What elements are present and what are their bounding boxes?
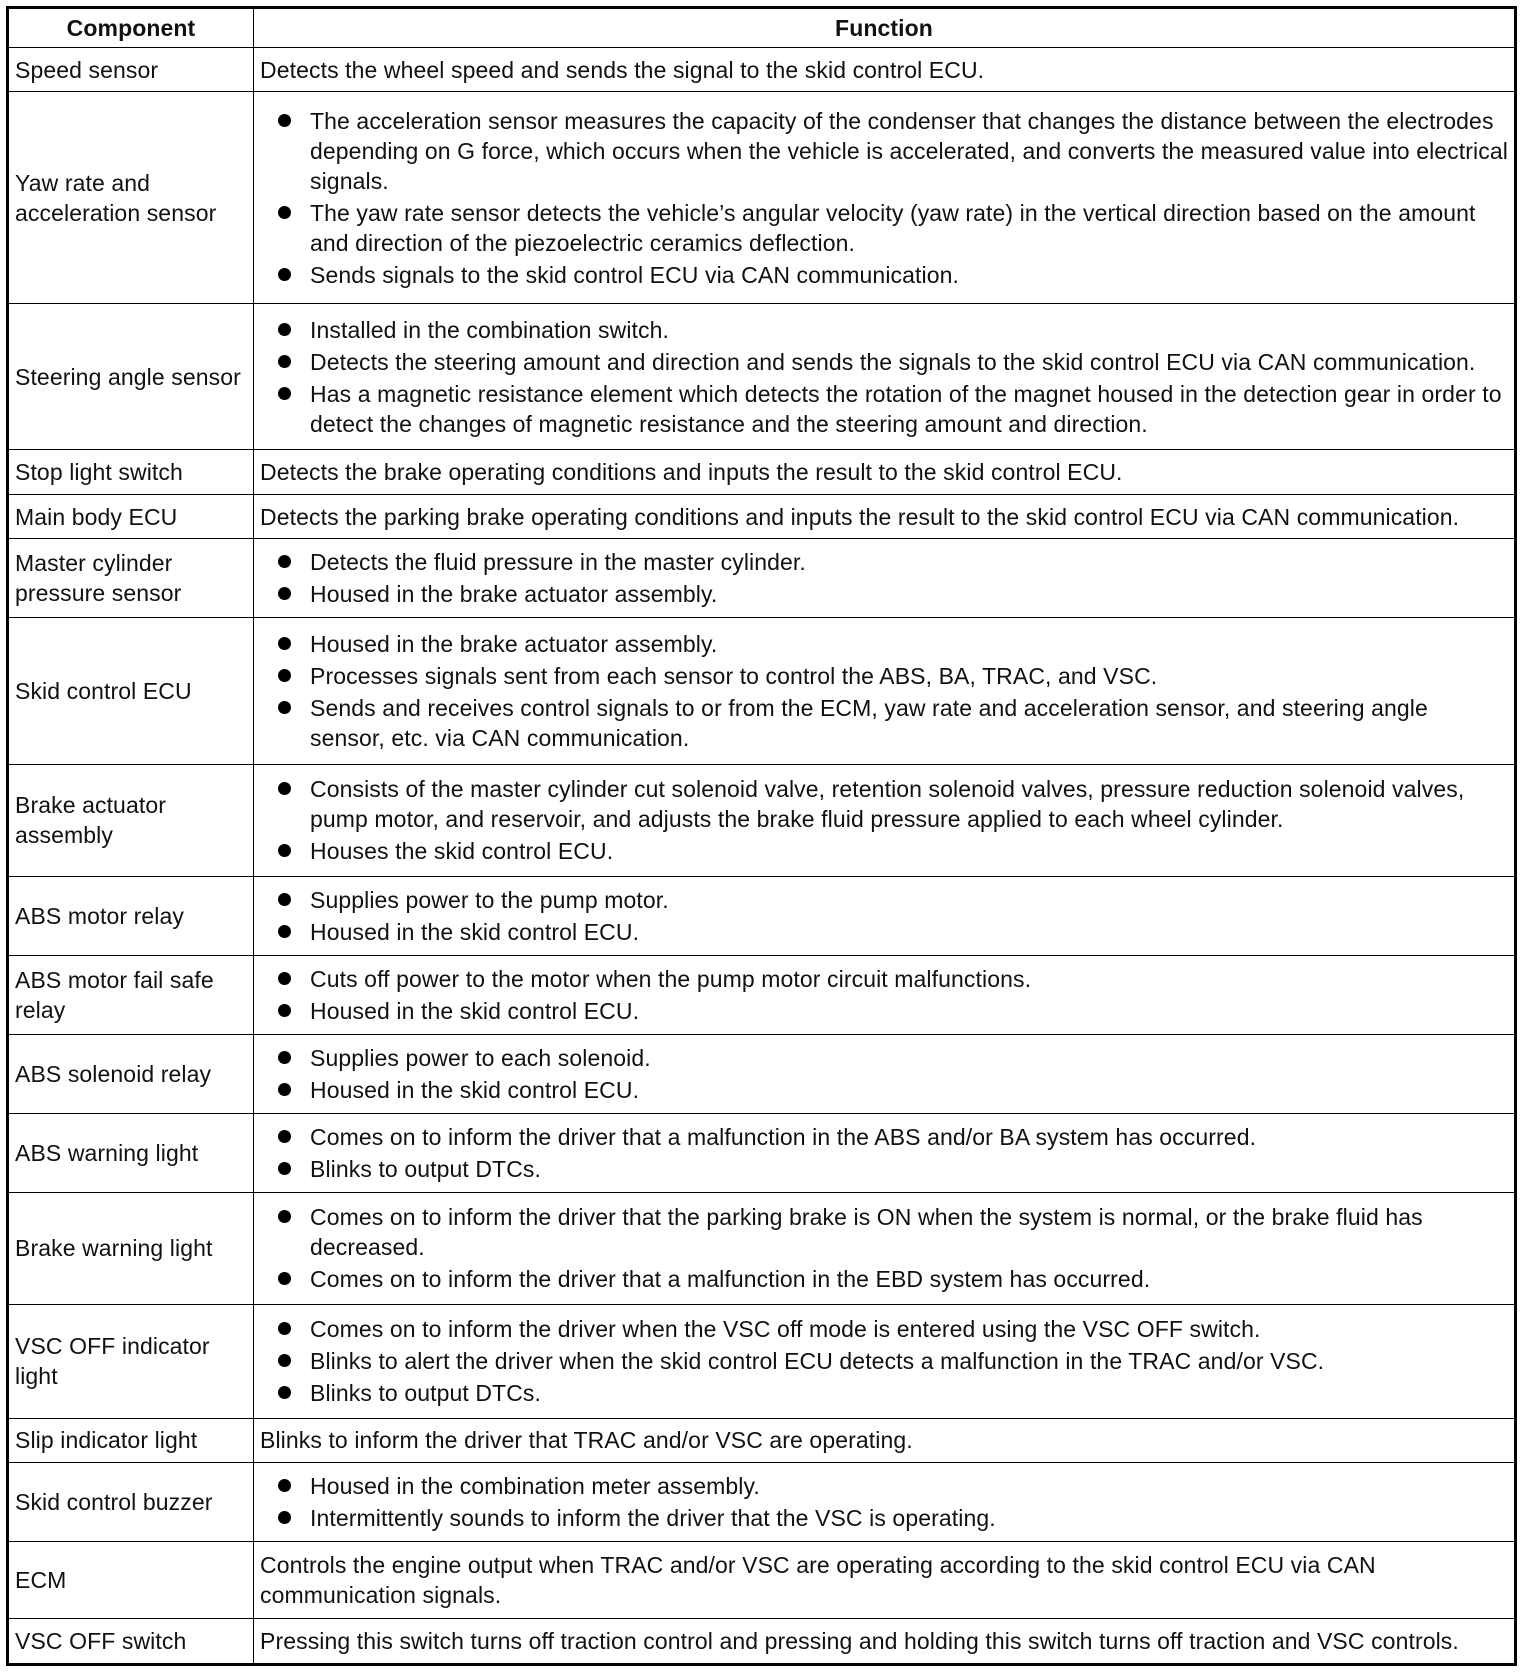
function-bullet-text: Comes on to inform the driver that a malfunction in the EBD system has occurred.: [310, 1266, 1151, 1293]
function-description-cell: [254, 1304, 1516, 1418]
function-description-cell: [254, 1463, 1516, 1542]
component-name-cell: ABS motor fail safe relay: [8, 955, 254, 1034]
document-page: [6, 6, 1514, 1666]
function-bullet-text: Houses the skid control ECU.: [310, 838, 614, 865]
function-description-cell: [254, 764, 1516, 876]
function-bullet-list: [260, 547, 1508, 609]
bullet-dot-icon: [278, 669, 291, 682]
bullet-dot-icon: [278, 925, 291, 938]
component-name-cell: VSC OFF indicator light: [8, 1304, 254, 1418]
function-bullet-text: Housed in the combination meter assembly.: [310, 1473, 760, 1500]
component-name-cell: Brake warning light: [8, 1193, 254, 1305]
function-bullet-list: [260, 1202, 1508, 1294]
function-bullet-item: [260, 1075, 1508, 1105]
table-row: [8, 1193, 1516, 1305]
table-row: [8, 1304, 1516, 1418]
bullet-dot-icon: [278, 1083, 291, 1096]
column-header-function: Function: [254, 8, 1516, 48]
bullet-dot-icon: [278, 323, 291, 336]
function-bullet-item: [260, 379, 1508, 439]
component-name-cell: Slip indicator light: [8, 1418, 254, 1462]
function-bullet-item: [260, 1503, 1508, 1533]
function-bullet-text: Detects the steering amount and direction and sends the signals to the skid control ECU via CAN communication.: [310, 348, 1476, 375]
table-header-row: [8, 8, 1516, 48]
function-bullet-item: [260, 836, 1508, 866]
function-bullet-list: [260, 964, 1508, 1026]
table-row: [8, 1542, 1516, 1619]
function-bullet-list: [260, 629, 1508, 753]
bullet-dot-icon: [278, 637, 291, 650]
function-bullet-item: [260, 315, 1508, 345]
bullet-dot-icon: [278, 555, 291, 568]
function-bullet-text: Comes on to inform the driver that the parking brake is ON when the system is normal, or the brake fluid has decreased.: [310, 1204, 1423, 1261]
function-bullet-text: Blinks to alert the driver when the skid control ECU detects a malfunction in the TRAC and/or VSC.: [310, 1348, 1325, 1375]
function-bullet-text: The yaw rate sensor detects the vehicle’s angular velocity (yaw rate) in the vertical direction based on the amount and direction of the piezoelectric ceramics deflection.: [310, 199, 1476, 256]
bullet-dot-icon: [278, 268, 291, 281]
function-bullet-item: [260, 1264, 1508, 1294]
function-description-cell: [254, 1193, 1516, 1305]
function-description-cell: Blinks to inform the driver that TRAC and/or VSC are operating.: [254, 1418, 1516, 1462]
function-bullet-item: [260, 1202, 1508, 1262]
bullet-dot-icon: [278, 893, 291, 906]
function-bullet-item: [260, 579, 1508, 609]
function-bullet-text: Supplies power to each solenoid.: [310, 1044, 651, 1071]
function-bullet-item: [260, 1346, 1508, 1376]
function-bullet-item: [260, 693, 1508, 753]
bullet-dot-icon: [278, 387, 291, 400]
component-name-cell: Yaw rate and acceleration sensor: [8, 92, 254, 303]
column-header-component: Component: [8, 8, 254, 48]
function-description-cell: [254, 1113, 1516, 1192]
function-description-cell: [254, 539, 1516, 618]
function-bullet-text: Blinks to output DTCs.: [310, 1156, 542, 1183]
function-description-cell: [254, 303, 1516, 449]
component-name-cell: ABS motor relay: [8, 876, 254, 955]
bullet-dot-icon: [278, 1386, 291, 1399]
component-name-cell: ABS warning light: [8, 1113, 254, 1192]
bullet-dot-icon: [278, 1511, 291, 1524]
function-bullet-text: Processes signals sent from each sensor to control the ABS, BA, TRAC, and VSC.: [310, 663, 1158, 690]
function-bullet-text: Intermittently sounds to inform the driver that the VSC is operating.: [310, 1505, 996, 1532]
table-row: [8, 1418, 1516, 1462]
function-bullet-item: [260, 1122, 1508, 1152]
component-name-cell: Speed sensor: [8, 48, 254, 92]
table-row: [8, 450, 1516, 494]
table-row: [8, 92, 1516, 303]
bullet-dot-icon: [278, 1272, 291, 1285]
bullet-dot-icon: [278, 587, 291, 600]
function-bullet-text: Housed in the brake actuator assembly.: [310, 581, 718, 608]
function-bullet-list: [260, 106, 1508, 290]
function-bullet-item: [260, 1378, 1508, 1408]
table-row: [8, 539, 1516, 618]
component-name-cell: Skid control buzzer: [8, 1463, 254, 1542]
function-bullet-item: [260, 996, 1508, 1026]
bullet-dot-icon: [278, 1162, 291, 1175]
function-bullet-text: Housed in the skid control ECU.: [310, 918, 640, 945]
table-row: [8, 48, 1516, 92]
bullet-dot-icon: [278, 701, 291, 714]
table-row: [8, 618, 1516, 764]
function-bullet-item: [260, 347, 1508, 377]
bullet-dot-icon: [278, 1354, 291, 1367]
bullet-dot-icon: [278, 782, 291, 795]
component-name-cell: Master cylinder pressure sensor: [8, 539, 254, 618]
component-name-cell: Skid control ECU: [8, 618, 254, 764]
function-bullet-item: [260, 106, 1508, 196]
function-bullet-list: [260, 1043, 1508, 1105]
component-name-cell: Main body ECU: [8, 494, 254, 538]
component-name-cell: VSC OFF switch: [8, 1619, 254, 1665]
function-bullet-item: [260, 629, 1508, 659]
table-row: [8, 494, 1516, 538]
function-bullet-text: The acceleration sensor measures the capacity of the condenser that changes the distance between the electrodes depending on G force, which occurs when the vehicle is accelerated, and converts the measured value into electrical signals.: [310, 107, 1508, 194]
component-name-cell: Steering angle sensor: [8, 303, 254, 449]
function-bullet-list: [260, 1314, 1508, 1408]
component-name-cell: Stop light switch: [8, 450, 254, 494]
function-bullet-text: Housed in the brake actuator assembly.: [310, 631, 718, 658]
bullet-dot-icon: [278, 1051, 291, 1064]
function-bullet-item: [260, 547, 1508, 577]
bullet-dot-icon: [278, 1130, 291, 1143]
function-description-cell: [254, 618, 1516, 764]
function-bullet-text: Supplies power to the pump motor.: [310, 886, 669, 913]
function-bullet-text: Installed in the combination switch.: [310, 316, 670, 343]
function-description-cell: [254, 92, 1516, 303]
table-row: [8, 955, 1516, 1034]
function-description-cell: Detects the brake operating conditions and inputs the result to the skid control ECU.: [254, 450, 1516, 494]
function-bullet-list: [260, 1122, 1508, 1184]
component-name-cell: ABS solenoid relay: [8, 1034, 254, 1113]
function-description-cell: Controls the engine output when TRAC and/or VSC are operating according to the skid control ECU via CAN communication signals.: [254, 1542, 1516, 1619]
table-row: [8, 876, 1516, 955]
function-description-cell: [254, 876, 1516, 955]
function-bullet-list: [260, 885, 1508, 947]
bullet-dot-icon: [278, 206, 291, 219]
table-row: [8, 303, 1516, 449]
function-bullet-item: [260, 1314, 1508, 1344]
function-bullet-text: Sends and receives control signals to or from the ECM, yaw rate and acceleration sensor, and steering angle sensor, etc. via CAN communication.: [310, 695, 1428, 752]
component-name-cell: Brake actuator assembly: [8, 764, 254, 876]
bullet-dot-icon: [278, 1004, 291, 1017]
function-description-cell: Detects the wheel speed and sends the signal to the skid control ECU.: [254, 48, 1516, 92]
function-bullet-item: [260, 1154, 1508, 1184]
function-description-cell: Pressing this switch turns off traction control and pressing and holding this switch turns off traction and VSC controls.: [254, 1619, 1516, 1665]
bullet-dot-icon: [278, 355, 291, 368]
function-description-cell: Detects the parking brake operating conditions and inputs the result to the skid control ECU via CAN communication.: [254, 494, 1516, 538]
function-bullet-item: [260, 1471, 1508, 1501]
function-bullet-item: [260, 1043, 1508, 1073]
function-bullet-item: [260, 198, 1508, 258]
function-bullet-item: [260, 917, 1508, 947]
bullet-dot-icon: [278, 972, 291, 985]
table-row: [8, 1463, 1516, 1542]
function-bullet-text: Cuts off power to the motor when the pump motor circuit malfunctions.: [310, 965, 1032, 992]
bullet-dot-icon: [278, 114, 291, 127]
function-bullet-item: [260, 260, 1508, 290]
table-row: [8, 764, 1516, 876]
bullet-dot-icon: [278, 1210, 291, 1223]
component-function-table: [6, 6, 1517, 1666]
table-row: [8, 1034, 1516, 1113]
function-bullet-text: Consists of the master cylinder cut solenoid valve, retention solenoid valves, pressure reduction solenoid valves, pump motor, and reservoir, and adjusts the brake fluid pressure applied to each wheel cylinder.: [310, 776, 1465, 833]
function-bullet-text: Comes on to inform the driver that a malfunction in the ABS and/or BA system has occurred.: [310, 1124, 1257, 1151]
bullet-dot-icon: [278, 1322, 291, 1335]
table-row: [8, 1113, 1516, 1192]
bullet-dot-icon: [278, 844, 291, 857]
function-bullet-list: [260, 774, 1508, 866]
function-description-cell: [254, 955, 1516, 1034]
function-bullet-text: Detects the fluid pressure in the master cylinder.: [310, 549, 806, 576]
function-bullet-text: Comes on to inform the driver when the VSC off mode is entered using the VSC OFF switch.: [310, 1316, 1261, 1343]
function-bullet-text: Blinks to output DTCs.: [310, 1380, 542, 1407]
function-bullet-list: [260, 1471, 1508, 1533]
function-description-cell: [254, 1034, 1516, 1113]
function-bullet-text: Housed in the skid control ECU.: [310, 997, 640, 1024]
component-name-cell: ECM: [8, 1542, 254, 1619]
table-row: [8, 1619, 1516, 1665]
function-bullet-text: Housed in the skid control ECU.: [310, 1076, 640, 1103]
function-bullet-item: [260, 774, 1508, 834]
function-bullet-list: [260, 315, 1508, 439]
function-bullet-item: [260, 661, 1508, 691]
function-bullet-item: [260, 964, 1508, 994]
table-body: [8, 48, 1516, 1665]
function-bullet-text: Has a magnetic resistance element which detects the rotation of the magnet housed in the detection gear in order to detect the changes of magnetic resistance and the steering amount and direction.: [310, 380, 1502, 437]
function-bullet-item: [260, 885, 1508, 915]
function-bullet-text: Sends signals to the skid control ECU via CAN communication.: [310, 261, 959, 288]
bullet-dot-icon: [278, 1479, 291, 1492]
